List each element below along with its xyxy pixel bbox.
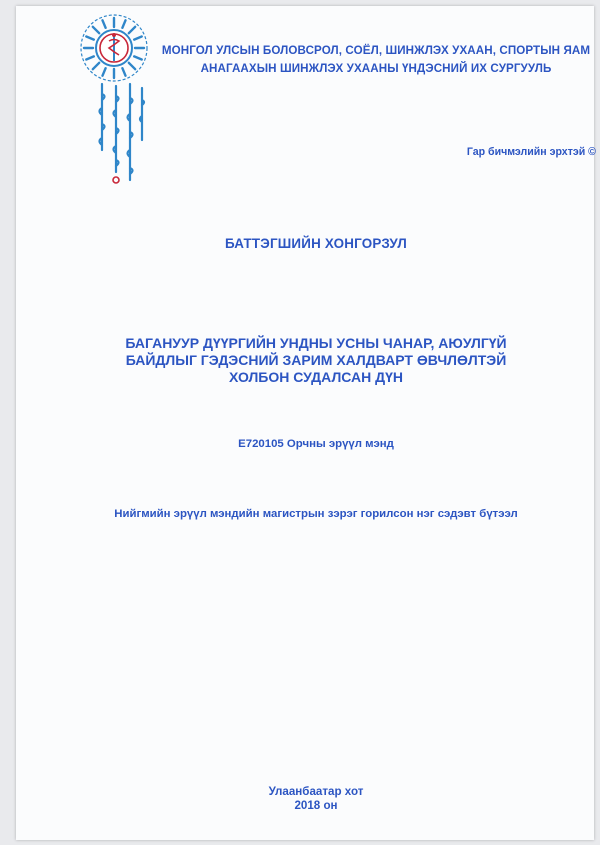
thesis-title-line-3: ХОЛБОН СУДАЛСАН ДҮН xyxy=(228,369,404,385)
author-name: БАТТЭГШИЙН ХОНГОРЗУЛ xyxy=(224,236,408,251)
mongolian-script-name-icon xyxy=(92,80,148,190)
specialty-code: E720105 Орчны эрүүл мэнд xyxy=(238,438,394,450)
university-emblem-icon xyxy=(78,12,150,84)
university-name: АНАГААХЫН ШИНЖЛЭХ УХААНЫ ҮНДЭСНИЙ ИХ СУРГУУЛЬ xyxy=(200,62,552,75)
ministry-name: МОНГОЛ УЛСЫН БОЛОВСРОЛ, СОЁЛ, ШИНЖЛЭХ УХААН, СПОРТЫН ЯАМ xyxy=(161,44,591,57)
copyright-notice: Гар бичмэлийн эрхтэй © xyxy=(466,146,596,158)
thesis-title-line-1: БАГАНУУР ДҮҮРГИЙН УНДНЫ УСНЫ ЧАНАР, АЮУЛГҮЙ xyxy=(125,335,507,351)
place-of-publication: Улаанбаатар хот xyxy=(268,785,364,798)
thesis-cover-page xyxy=(16,6,594,840)
publication-year: 2018 он xyxy=(294,799,338,812)
thesis-title-line-2: БАЙДЛЫГ ГЭДЭСНИЙ ЗАРИМ ХАЛДВАРТ ӨВЧЛӨЛТЭЙ xyxy=(125,352,507,368)
degree-statement: Нийгмийн эрүүл мэндийн магистрын зэрэг горилсон нэг сэдэвт бүтээл xyxy=(114,508,518,520)
